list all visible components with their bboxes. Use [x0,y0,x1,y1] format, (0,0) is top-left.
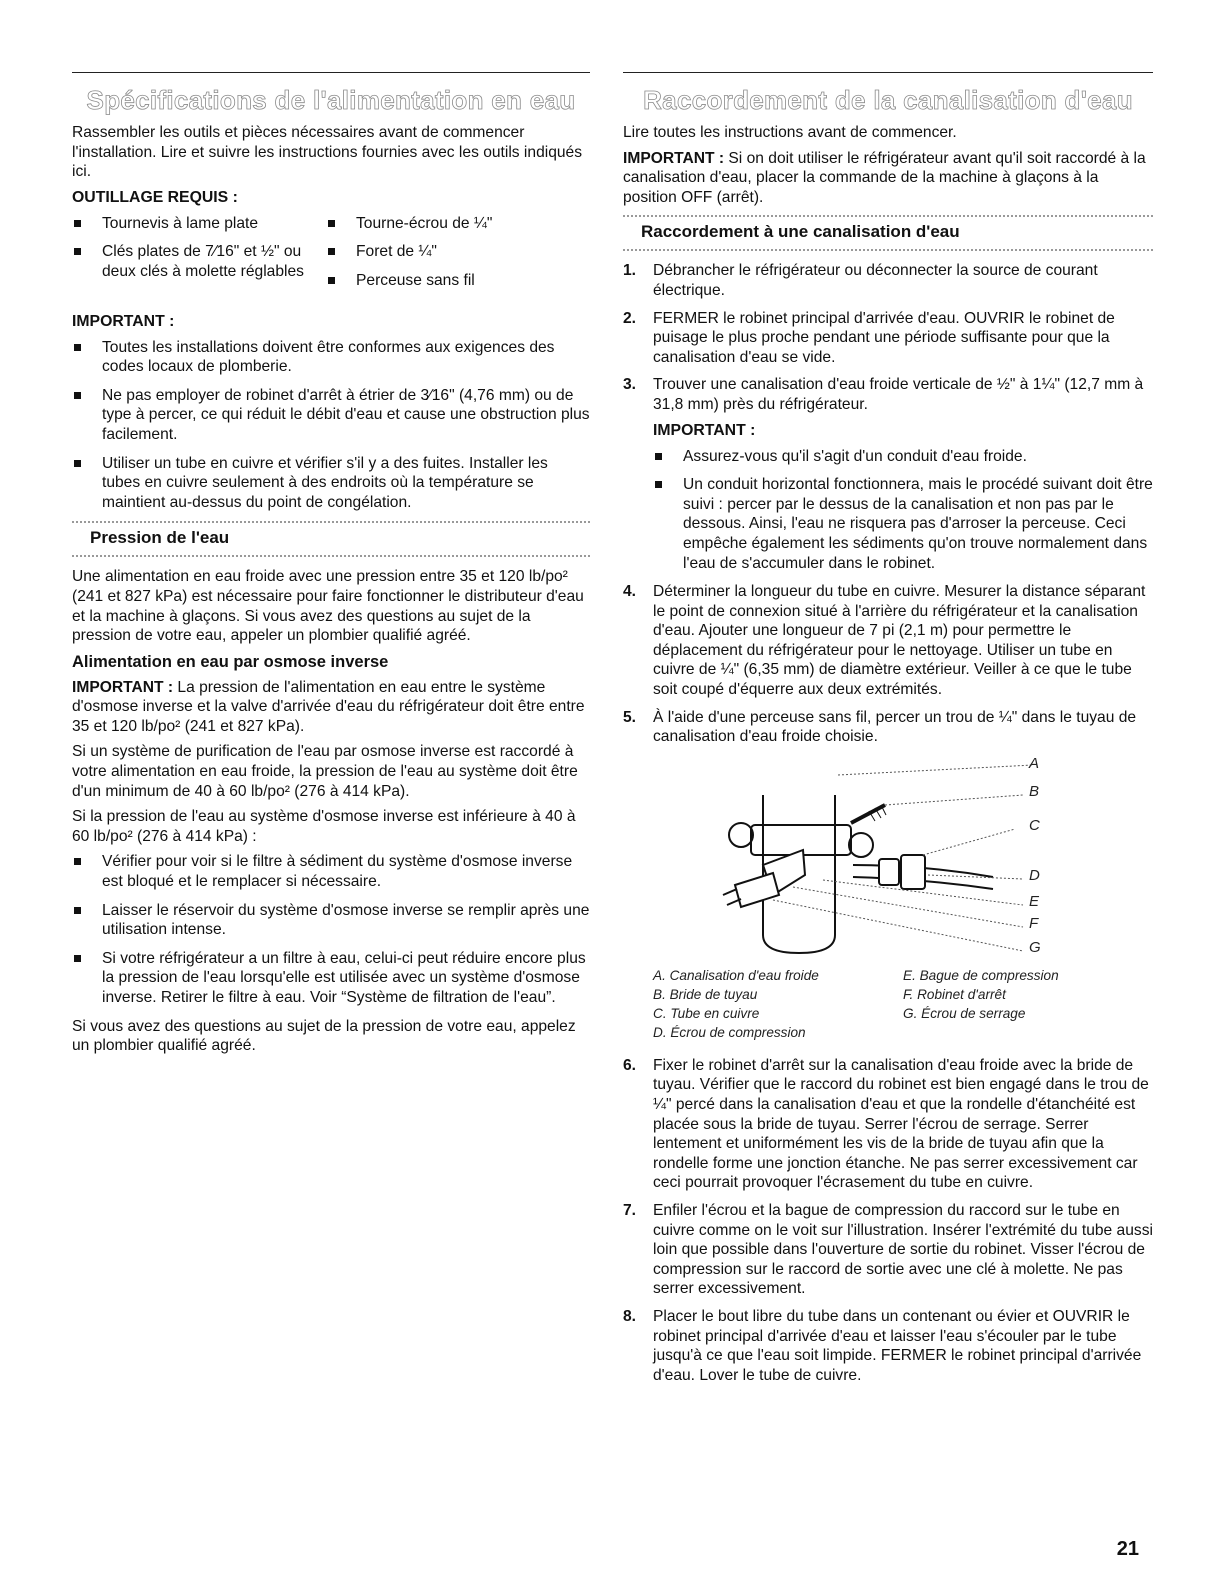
ro-closing: Si vous avez des questions au sujet de la pression de votre eau, appelez un plombier qualifié agréé. [72,1017,576,1055]
tool-item: Tournevis à lame plate [72,214,336,234]
pressure-text: Une alimentation en eau froide avec une pression entre 35 et 120 lb/po² (241 et 827 kPa) est nécessaire pour faire fonctionner le distributeur d'eau et la machine à glaçons. Si vous avez des questions au sujet de la pression de votre eau, appeler un plombier qualifié agréé. [72,568,584,645]
step-text: Trouver une canalisation d'eau froide verticale de ½" à 1¼" (12,7 mm à 31,8 mm) près du réfrigérateur. [653,376,1144,413]
figure-label-b: B [1029,782,1040,800]
legend-item: B. Bride de tuyau [653,986,758,1002]
ro-list [72,852,590,1007]
intro-text: Rassembler les outils et pièces nécessaires avant de commencer l'installation. Lire et suivre les instructions fournies avec les outils indiqués ici. [72,124,583,181]
step3-important: IMPORTANT : [653,421,756,439]
step-number: 2. [623,309,637,327]
step-text: FERMER le robinet principal d'arrivée d'eau. OUVRIR le robinet de puisage le plus proche pendant une période suffisante pour que la canalisation d'eau se vide. [653,309,1115,366]
step-text: Enfiler l'écrou et la bague de compression du raccord sur le tube en cuivre comme on le voit sur l'illustration. Insérer l'extrémité du tube aussi loin que possible dans l'ouverture de sortie du robinet. Visser l'écrou de compression sur le raccord de sortie avec une clé à molette. Ne pas serrer excessivement. [653,1202,1153,1298]
legend-col-2 [903,966,1153,1042]
connection-subtitle: Raccordement à une canalisation d'eau [641,222,960,242]
figure-label-d: D [1029,866,1040,884]
tool-item: Tourne-écrou de ¼" [326,214,590,234]
ro-heading: Alimentation en eau par osmose inverse [72,652,389,671]
page-number: 21 [1116,1538,1139,1560]
steps-list-c [623,1056,1153,1386]
step3-item: Assurez-vous qu'il s'agit d'un conduit d'eau froide. [653,447,1153,467]
important-list [72,338,590,513]
section-title-water-supply: Spécifications de l'alimentation en eau [86,85,576,115]
step-number: 8. [623,1307,637,1325]
important-item: Ne pas employer de robinet d'arrêt à étrier de 3⁄16" (4,76 mm) ou de type à percer, ce qui réduit le débit d'eau et cause une obstruction plus facilement. [72,386,590,445]
figure-label-e: E [1029,892,1040,910]
steps-list-b [623,582,1153,747]
tools-heading: OUTILLAGE REQUIS : [72,188,238,206]
ro-important-label: IMPORTANT : [72,678,174,696]
tool-item: Foret de ¼" [326,242,590,262]
step-number: 7. [623,1202,637,1219]
ro-paragraph-1: Si un système de purification de l'eau par osmose inverse est raccordé à votre alimentation en eau froide, la pression de l'eau au système doit être d'un minimum de 40 à 60 lb/po² (276 à 414 kPa). [72,743,578,800]
step-number: 6. [623,1056,637,1074]
step-text: Débrancher le réfrigérateur ou déconnecter la source de courant électrique. [653,262,1098,299]
tools-col-1 [72,214,336,300]
valve-diagram [623,755,1153,960]
legend-item: E. Bague de compression [903,967,1059,983]
important-item: Toutes les installations doivent être conformes aux exigences des codes locaux de plomberie. [72,338,590,377]
step-item [623,261,1153,300]
step-item [623,1056,1153,1193]
tools-list [72,214,590,304]
legend-item: F. Robinet d'arrêt [903,986,1006,1002]
valve-figure [623,755,1153,960]
figure-label-a: A [1029,754,1040,772]
figure-label-c: C [1029,816,1040,834]
step-item [623,1307,1153,1385]
figure-label-f: F [1029,914,1039,932]
section-title-connection: Raccordement de la canalisation d'eau [643,85,1133,115]
legend-item: C. Tube en cuivre [653,1005,760,1021]
important-heading: IMPORTANT : [72,312,175,330]
tool-item: Perceuse sans fil [326,271,590,291]
pressure-subheading-box [72,521,590,557]
step-number: 4. [623,583,637,601]
legend-item: G. Écrou de serrage [903,1005,1026,1021]
step-item [623,309,1153,368]
figure-label-g: G [1029,938,1041,956]
top-rule-left [72,72,590,73]
right-column [623,72,1153,1393]
step-text: Placer le bout libre du tube dans un contenant ou évier et OUVRIR le robinet principal d'arrivée d'eau et laisser l'eau s'écouler par le tube jusqu'à ce que l'eau soit limpide. FERMER le robinet principal d'arrivée d'eau. Lover le tube de cuivre. [653,1307,1142,1384]
step-number: 3. [623,376,637,394]
ro-paragraph-2: Si la pression de l'eau au système d'osmose inverse est inférieure à 40 à 60 lb/po² (276 à 414 kPa) : [72,808,576,845]
ro-item: Laisser le réservoir du système d'osmose inverse se remplir après une utilisation intense. [72,901,590,940]
legend-col-1 [653,966,903,1042]
connection-subheading-box [623,215,1153,251]
figure-legend [653,966,1153,1042]
tool-item: Clés plates de 7⁄16" et ½" ou deux clés à molette réglables [72,242,336,281]
step-item [623,1201,1153,1299]
step-item [623,708,1153,747]
legend-item: A. Canalisation d'eau froide [653,967,819,983]
top-rule-right [623,72,1153,73]
step3-list [653,447,1153,574]
ro-item: Si votre réfrigérateur a un filtre à eau, celui-ci peut réduire encore plus la pression de l'eau lorsqu'elle est utilisée avec un système d'osmose inverse. Retirer le filtre à eau. Voir “Système de filtration de l'eau”. [72,949,590,1008]
ro-item: Vérifier pour voir si le filtre à sédiment du système d'osmose inverse est bloqué et le remplacer si nécessaire. [72,852,590,891]
step-text: À l'aide d'une perceuse sans fil, percer un trou de ¼" dans le tuyau de canalisation d'eau froide choisie. [653,708,1137,746]
right-important-label: IMPORTANT : [623,149,725,167]
right-important [623,149,1153,208]
legend-item: D. Écrou de compression [653,1024,806,1040]
step-number: 1. [623,262,637,280]
step-number: 5. [623,708,637,726]
ro-important [72,678,590,737]
step-text: Fixer le robinet d'arrêt sur la canalisation d'eau froide avec la bride de tuyau. Vérifier que le raccord du robinet est bien engagé dans le trou de ¼" percé dans la canalisation d'eau et que la rondelle d'étanchéité est placée sous la bride de tuyau. Serrer l'écrou de serrage. Serrer lentement et uniformément les vis de la bride de tuyau afin que la rondelle forme une jonction étanche. Ne pas serrer excessivement car ceci pourrait provoquer l'écrasement du tube en cuivre. [653,1056,1149,1192]
step-item [623,375,1153,414]
step3-item: Un conduit horizontal fonctionnera, mais le procédé suivant doit être suivi : percer par le dessus de la canalisation et non pas par le dessous. Ainsi, l'eau ne risquera pas d'arroser la perceuse. Ceci empêche également les sédiments qu'on trouve normalement dans l'eau de s'accumuler dans le robinet. [653,475,1153,573]
step-item [623,582,1153,700]
right-intro: Lire toutes les instructions avant de commencer. [623,124,957,141]
important-item: Utiliser un tube en cuivre et vérifier s'il y a des fuites. Installer les tubes en cuivre seulement à des endroits où la température se maintient au-dessus du point de congélation. [72,454,590,513]
left-column [72,72,590,1062]
right-important-text: Si on doit utiliser le réfrigérateur avant qu'il soit raccordé à la canalisation d'eau, placer la commande de la machine à glaçons à la position OFF (arrêt). [623,149,1146,206]
ro-important-text: La pression de l'alimentation en eau entre le système d'osmose inverse et la valve d'arrivée d'eau du réfrigérateur doit être entre 35 et 120 lb/po² (241 et 827 kPa). [72,678,585,735]
steps-list-a [623,261,1153,414]
tools-col-2 [326,214,590,300]
step-text: Déterminer la longueur du tube en cuivre. Mesurer la distance séparant le point de connexion situé à l'arrière du réfrigérateur et la canalisation d'eau. Ajouter une longueur de 7 pi (2,1 m) pour permettre le déplacement du réfrigérateur pour le nettoyage. Utiliser un tube en cuivre de ¼" (6,35 mm) de diamètre extérieur. Veiller à ce que le tube soit coupé d'équerre aux deux extrémités. [653,583,1146,699]
pressure-title: Pression de l'eau [90,528,230,548]
